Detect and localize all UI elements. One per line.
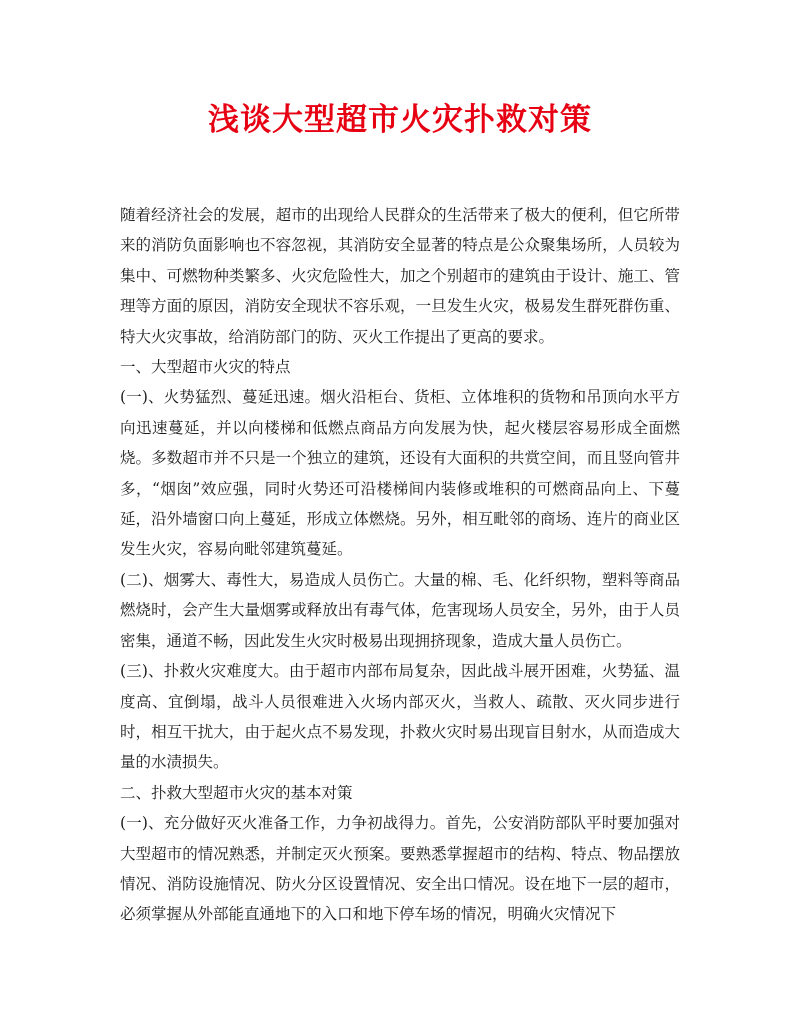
paragraph-1-3: (三)、扑救火灾难度大。由于超市内部布局复杂，因此战斗展开困难，火势猛、温度高、宜倒塌，战斗人员很难进入火场内部灭火，当救人、疏散、灭火同步进行时，相互干扰大，由于起火点不易发现，扑救火灾时易出现盲目射水，从而造成大量的水渍损失。 — [120, 662, 680, 772]
paragraph-1-1: (一)、火势猛烈、蔓延迅速。烟火沿柜台、货柜、立体堆积的货物和吊顶向水平方向迅速蔓延，并以向楼梯和低燃点商品方向发展为快，起火楼层容易形成全面燃烧。多数超市并不只是一个独立的建筑，还设有大面积的共赏空间，而且竖向管井多，“烟囱”效应强，同时火势还可沿楼梯间内装修或堆积的可燃商品向上、下蔓延，沿外墙窗口向上蔓延，形成立体燃烧。另外，相互毗邻的商场、连片的商业区发生火灾，容易向毗邻建筑蔓延。 — [120, 388, 680, 559]
intro-paragraph: 随着经济社会的发展，超市的出现给人民群众的生活带来了极大的便利，但它所带来的消防负面影响也不容忽视，其消防安全显著的特点是公众聚集场所，人员较为集中、可燃物种类繁多、火灾危险性大，加之个别超市的建筑由于设计、施工、管理等方面的原因，消防安全现状不容乐观，一旦发生火灾，极易发生群死群伤重、特大火灾事故，给消防部门的防、灭火工作提出了更高的要求。 — [120, 206, 680, 346]
paragraph-1-2: (二)、烟雾大、毒性大，易造成人员伤亡。大量的棉、毛、化纤织物，塑料等商品燃烧时，会产生大量烟雾或释放出有毒气体，危害现场人员安全，另外，由于人员密集，通道不畅，因此发生火灾时极易出现拥挤现象，造成大量人员伤亡。 — [120, 570, 680, 650]
section-heading-1: 一、大型超市火灾的特点 — [120, 358, 291, 377]
document-body — [120, 200, 680, 930]
section-heading-2: 二、扑救大型超市火灾的基本对策 — [120, 783, 353, 802]
paragraph-2-1: (一)、充分做好灭火准备工作，力争初战得力。首先，公安消防部队平时要加强对大型超市的情况熟悉，并制定灭火预案。要熟悉掌握超市的结构、特点、物品摆放情况、消防设施情况、防火分区设置情况、安全出口情况。设在地下一层的超市，必须掌握从外部能直通地下的入口和地下停车场的情况，明确火灾情况下 — [120, 814, 680, 924]
document-title: 浅谈大型超市火灾扑救对策 — [208, 102, 592, 138]
